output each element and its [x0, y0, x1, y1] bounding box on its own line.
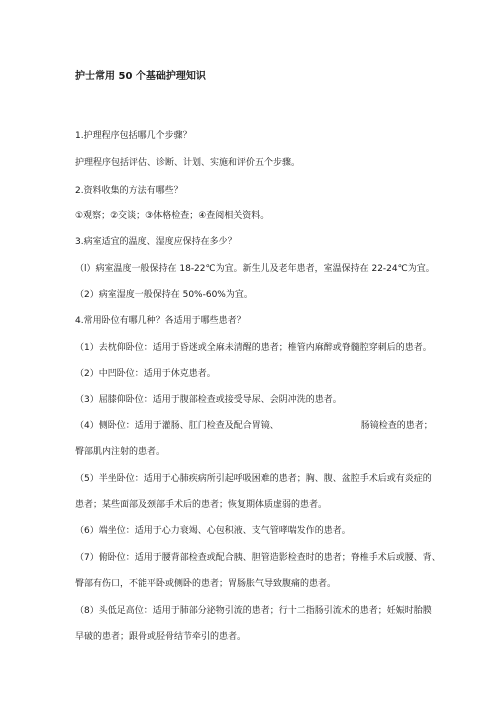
position-5-line-1: （5）半坐卧位：适用于心肺疾病所引起呼吸困难的患者；胸、腹、盆腔手术后或有炎症的	[75, 474, 432, 484]
position-8-line-2: 早破的患者；跟骨或胫骨结节牵引的患者。	[75, 632, 247, 642]
position-4-line-1	[75, 420, 433, 432]
position-5-line-2: 患者；某些面部及颈部手术后的患者；恢复期体质虚弱的患者。	[75, 500, 328, 510]
position-1: （1）去枕仰卧位：适用于昏迷或全麻未清醒的患者；椎管内麻醉或脊髓腔穿刺后的患者。	[75, 343, 432, 353]
question-1: 1.护理程序包括哪几个步骤？	[75, 131, 192, 141]
answer-1: 护理程序包括评估、诊断、计划、实施和评价五个步骤。	[75, 158, 301, 168]
question-3: 3.病室适宜的温度、湿度应保持在多少？	[75, 237, 237, 247]
answer-3-temperature: （l）病室温度一般保持在 18-22℃为宜。新生儿及老年患者，室温保持在 22-24℃为宜。	[75, 264, 435, 274]
position-4-part-b: 肠镜检查的患者；	[360, 421, 433, 431]
question-2: 2.资料收集的方法有哪些？	[75, 186, 183, 196]
question-4: 4.常用卧位有哪几种？各适用于哪些患者？	[75, 316, 246, 326]
position-6: （6）端坐位：适用于心力衰竭、心包积液、支气管哮喘发作的患者。	[75, 526, 351, 536]
answer-2: ①观察；②交谈；③体格检查；④查阅相关资料。	[75, 211, 270, 221]
document-title: 护士常用 50 个基础护理知识	[75, 71, 206, 82]
position-7-line-2: 臀部有伤口，不能平卧或侧卧的患者；胃肠胀气导致腹痛的患者。	[75, 579, 337, 589]
position-7-line-1: （7）俯卧位：适用于腰背部检查或配合胰、胆管造影检查时的患者；脊椎手术后或腰、背、	[75, 553, 441, 563]
answer-3-humidity: （2）病室湿度一般保持在 50%-60%为宜。	[75, 290, 253, 300]
position-3: （3）屈膝仰卧位：适用于腹部检查或接受导尿、会阴冲洗的患者。	[75, 395, 342, 405]
position-8-line-1: （8）头低足高位：适用于肺部分泌物引流的患者；行十二指肠引流术的患者；妊娠时胎膜	[75, 606, 432, 616]
position-4-part-a: （4）侧卧位：适用于灌肠、肛门检查及配合胃镜、	[75, 421, 279, 431]
position-4-line-2: 臀部肌内注射的患者。	[75, 447, 166, 457]
position-2: （2）中凹卧位：适用于休克患者。	[75, 369, 216, 379]
